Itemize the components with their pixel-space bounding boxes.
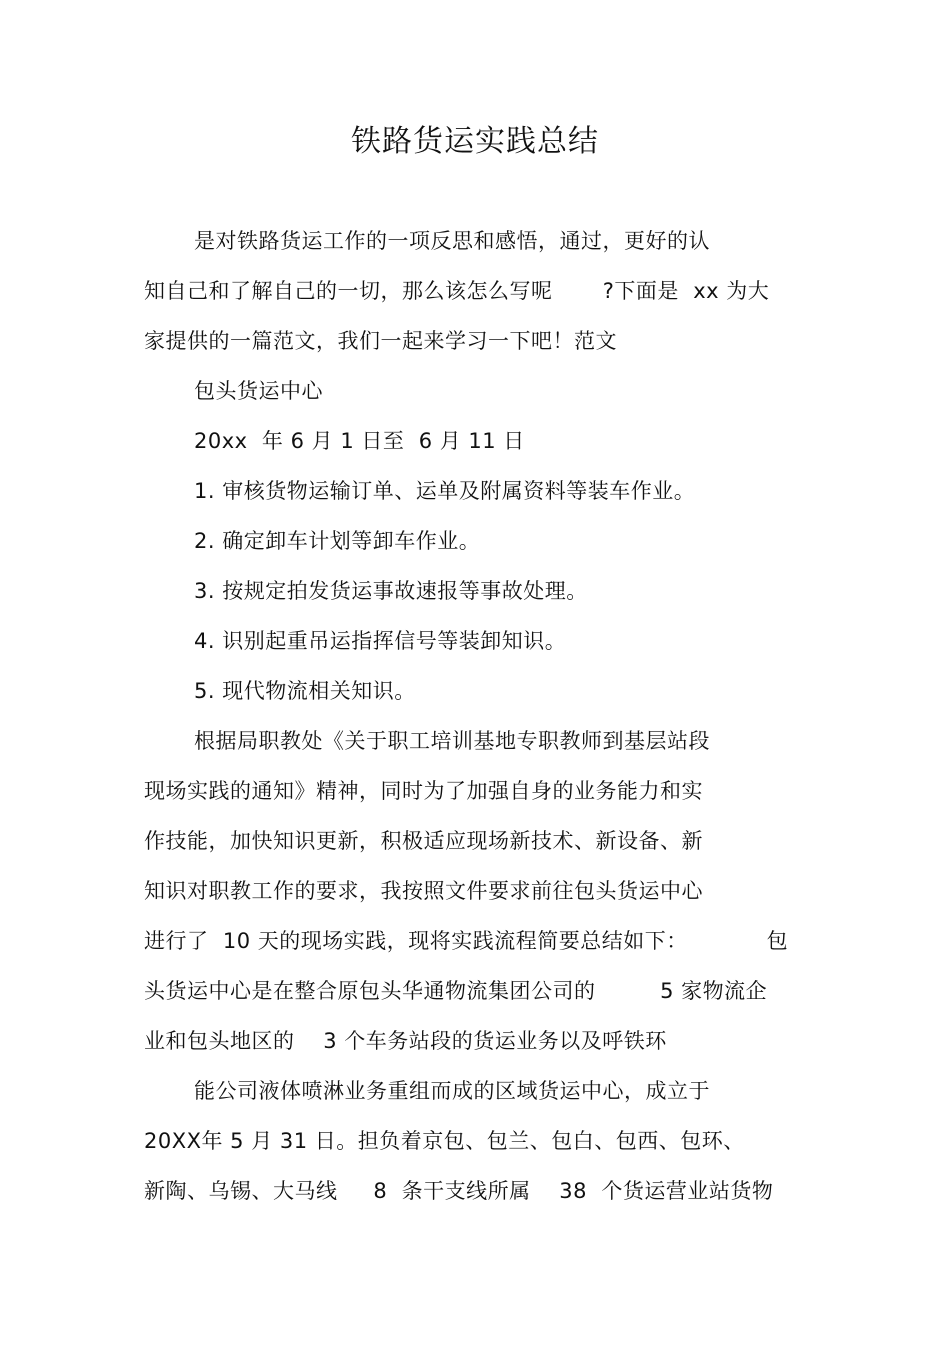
paragraph-line-18: 能公司液体喷淋业务重组而成的区域货运中心，成立于: [194, 1079, 710, 1103]
paragraph-line-16: 头货运中心是在整合原包头华通物流集团公司的 5 家物流企: [144, 979, 768, 1003]
list-item-4: 4. 识别起重吊运指挥信号等装卸知识。: [194, 629, 567, 653]
paragraph-line-2: 知自己和了解自己的一切，那么该怎么写呢 ?下面是 xx 为大: [144, 279, 770, 303]
list-item-5: 5. 现代物流相关知识。: [194, 679, 416, 703]
paragraph-line-1: 是对铁路货运工作的一项反思和感悟，通过，更好的认: [194, 229, 710, 253]
paragraph-line-15: 进行了 10 天的现场实践，现将实践流程简要总结如下： 包: [144, 929, 789, 953]
paragraph-line-14: 知识对职教工作的要求，我按照文件要求前往包头货运中心: [144, 879, 703, 903]
paragraph-line-3: 家提供的一篇范文，我们一起来学习一下吧！范文: [144, 329, 617, 353]
list-item-3: 3. 按规定拍发货运事故速报等事故处理。: [194, 579, 588, 603]
paragraph-line-5: 20xx 年 6 月 1 日至 6 月 11 日: [194, 429, 525, 453]
paragraph-line-19: 20XX年 5 月 31 日。担负着京包、包兰、包白、包西、包环、: [144, 1129, 745, 1153]
paragraph-line-17: 业和包头地区的 3 个车务站段的货运业务以及呼铁环: [144, 1029, 667, 1053]
paragraph-line-13: 作技能，加快知识更新，积极适应现场新技术、新设备、新: [144, 829, 703, 853]
document-title: 铁路货运实践总结: [351, 124, 599, 159]
list-item-1: 1. 审核货物运输订单、运单及附属资料等装车作业。: [194, 479, 696, 503]
paragraph-line-4: 包头货运中心: [194, 379, 323, 403]
paragraph-line-11: 根据局职教处《关于职工培训基地专职教师到基层站段: [194, 729, 710, 753]
paragraph-line-12: 现场实践的通知》精神，同时为了加强自身的业务能力和实: [144, 779, 703, 803]
paragraph-line-20: 新陶、乌锡、大马线 8 条干支线所属 38 个货运营业站货物: [144, 1179, 774, 1203]
list-item-2: 2. 确定卸车计划等卸车作业。: [194, 529, 481, 553]
